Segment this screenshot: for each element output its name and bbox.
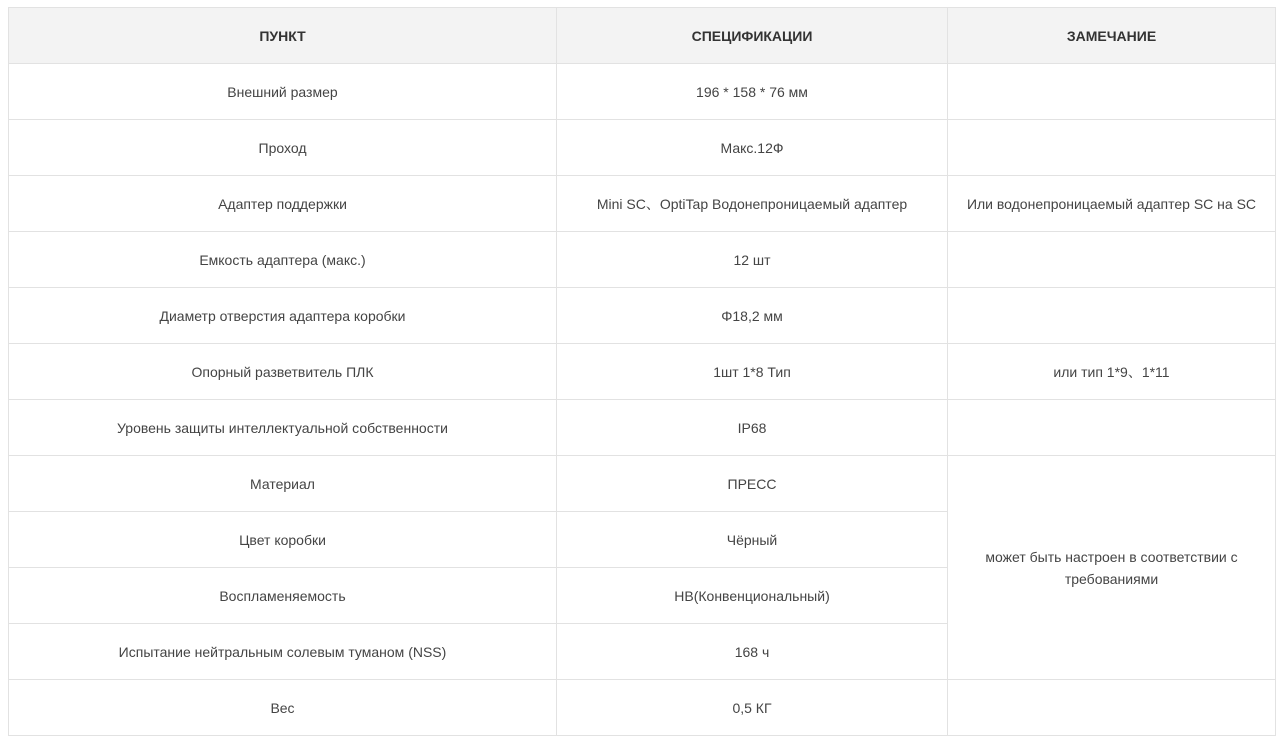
header-item: ПУНКТ — [9, 8, 557, 64]
cell-remark — [948, 120, 1276, 176]
cell-spec: Φ18,2 мм — [557, 288, 948, 344]
header-row — [9, 8, 1276, 64]
table-row — [9, 400, 1276, 456]
cell-item: Проход — [9, 120, 557, 176]
cell-spec: 196 * 158 * 76 мм — [557, 64, 948, 120]
table-body — [9, 64, 1276, 736]
cell-remark: или тип 1*9、1*11 — [948, 344, 1276, 400]
cell-spec: 168 ч — [557, 624, 948, 680]
cell-spec: IP68 — [557, 400, 948, 456]
header-remark: ЗАМЕЧАНИЕ — [948, 8, 1276, 64]
cell-item: Вес — [9, 680, 557, 736]
cell-item: Емкость адаптера (макс.) — [9, 232, 557, 288]
cell-spec: ПРЕСС — [557, 456, 948, 512]
cell-item: Уровень защиты интеллектуальной собственности — [9, 400, 557, 456]
table-row — [9, 344, 1276, 400]
cell-remark — [948, 680, 1276, 736]
cell-spec: Mini SC、OptiTap Водонепроницаемый адаптер — [557, 176, 948, 232]
cell-remark-merged: может быть настроен в соответствии с требованиями — [948, 456, 1276, 680]
cell-item: Цвет коробки — [9, 512, 557, 568]
table-row — [9, 176, 1276, 232]
cell-spec: 12 шт — [557, 232, 948, 288]
cell-spec: Макс.12Ф — [557, 120, 948, 176]
cell-remark — [948, 232, 1276, 288]
cell-remark: Или водонепроницаемый адаптер SC на SC — [948, 176, 1276, 232]
cell-item: Опорный разветвитель ПЛК — [9, 344, 557, 400]
cell-item: Диаметр отверстия адаптера коробки — [9, 288, 557, 344]
table-row — [9, 680, 1276, 736]
cell-item: Материал — [9, 456, 557, 512]
cell-spec: 0,5 КГ — [557, 680, 948, 736]
table-row — [9, 288, 1276, 344]
cell-remark — [948, 288, 1276, 344]
cell-spec: HB(Конвенциональный) — [557, 568, 948, 624]
cell-spec: Чёрный — [557, 512, 948, 568]
header-spec: СПЕЦИФИКАЦИИ — [557, 8, 948, 64]
cell-spec: 1шт 1*8 Тип — [557, 344, 948, 400]
specifications-table — [8, 7, 1276, 736]
spec-table-container — [8, 7, 1275, 736]
table-row — [9, 64, 1276, 120]
cell-remark — [948, 64, 1276, 120]
table-row — [9, 120, 1276, 176]
cell-remark — [948, 400, 1276, 456]
cell-item: Внешний размер — [9, 64, 557, 120]
table-row — [9, 232, 1276, 288]
table-header — [9, 8, 1276, 64]
cell-item: Испытание нейтральным солевым туманом (NSS) — [9, 624, 557, 680]
cell-item: Воспламеняемость — [9, 568, 557, 624]
cell-item: Адаптер поддержки — [9, 176, 557, 232]
table-row — [9, 456, 1276, 512]
